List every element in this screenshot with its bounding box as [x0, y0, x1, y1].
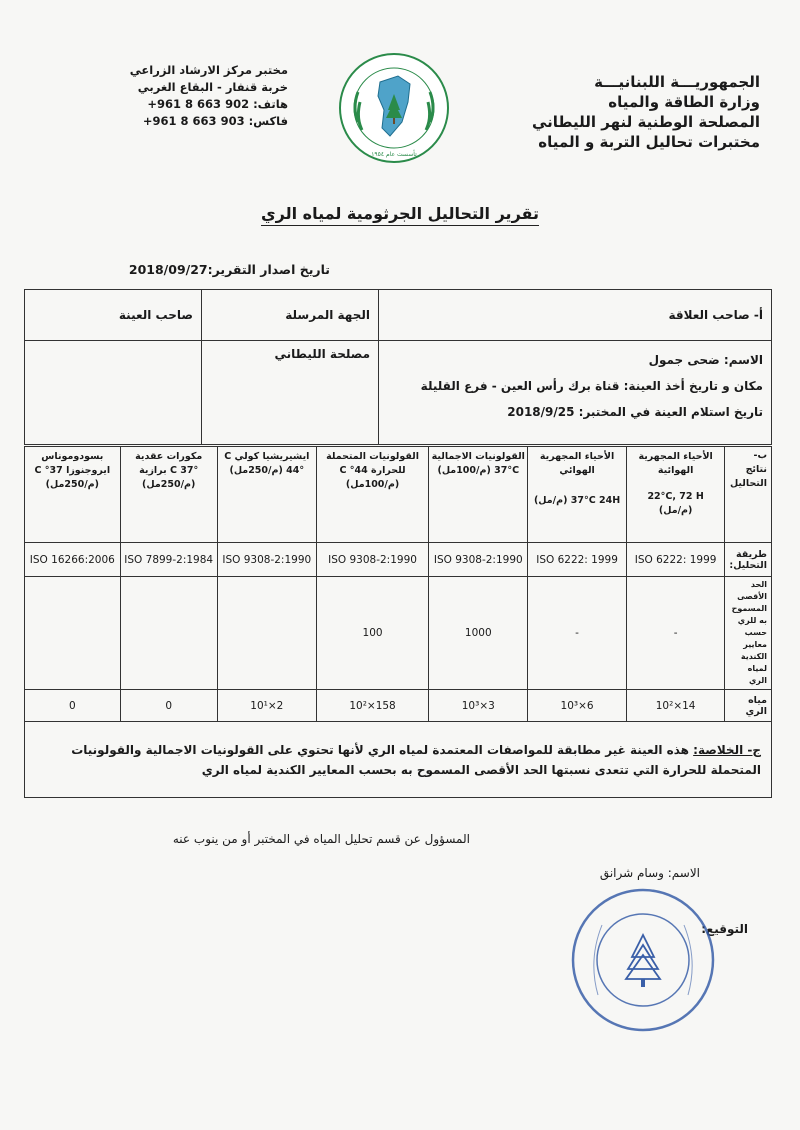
- issue-date: تاريخ اصدار التقرير:2018/09/27: [128, 262, 330, 277]
- col-header-streptococci: مكورات عقدية 37° C برازية (م/250مل): [120, 447, 217, 543]
- lab-location: خربة قنفار - البقاع الغربي: [137, 80, 288, 94]
- method-cell: ISO 9308-2:1990: [429, 543, 528, 577]
- lab-name: مختبر مركز الارشاد الزراعي: [129, 63, 288, 77]
- col-header-thermotolerant-coliforms: القولونيات المتحملة للحرارة 44° C (م/100مل): [316, 447, 428, 543]
- method-cell: ISO 9308-2:1990: [217, 543, 316, 577]
- results-header-row: [25, 447, 772, 543]
- value-cell: 0: [120, 690, 217, 722]
- limit-cell: 1000: [429, 577, 528, 690]
- value-cell: 10³×3: [429, 690, 528, 722]
- limit-cell: -: [528, 577, 627, 690]
- limit-cell: -: [626, 577, 725, 690]
- signature-label: التوقيع:: [701, 922, 748, 936]
- report-title: تقرير التحاليل الجرثومية لمياه الري: [0, 204, 800, 223]
- owner-value: [25, 341, 202, 445]
- relation-header: أ- صاحب العلاقة: [379, 290, 772, 341]
- sample-row-label: مياه الري: [725, 690, 772, 722]
- reception-date: تاريخ استلام العينة في المختبر: 2018/9/25: [507, 405, 763, 419]
- results-corner-label: ب- نتائج التحاليل: [725, 447, 772, 543]
- header-line-1: الجمهوريـــة اللبنانيـــة: [594, 73, 760, 91]
- official-stamp-icon: [568, 885, 718, 1035]
- method-row: [25, 543, 772, 577]
- method-cell: ISO 6222: 1999: [528, 543, 627, 577]
- col-header-aerobic-22: الأحياء المجهرية الهوائية 22°C, 72 H (م/مل): [626, 447, 725, 543]
- lab-fax: فاكس: 903 663 8 961+: [142, 114, 288, 128]
- value-cell: 10¹×2: [217, 690, 316, 722]
- conclusion-text: هذه العينة غير مطابقة للمواصفات المعتمدة لمياه الري لأنها تحتوي على القولونيات الاجمالية والقولونيات المتحملة للحرارة التي تتعدى نسبتها الحد الأقصى المسموح به بحسب المعايير الكندية لمياه الري: [71, 742, 761, 777]
- value-cell: 0: [25, 690, 121, 722]
- sample-row: [25, 690, 772, 722]
- value-cell: 10²×14: [626, 690, 725, 722]
- responsible-name: الاسم: وسام شرانق: [599, 866, 700, 880]
- limit-cell: [217, 577, 316, 690]
- results-table: [24, 446, 772, 798]
- method-cell: ISO 6222: 1999: [626, 543, 725, 577]
- owner-header: صاحب العينة: [25, 290, 202, 341]
- sender-value: مصلحة الليطاني: [202, 341, 379, 445]
- lab-phone: هاتف: 902 663 8 961+: [147, 97, 288, 111]
- ministry-header: [530, 72, 760, 152]
- sample-info-table: [24, 289, 772, 445]
- value-cell: 10²×158: [316, 690, 428, 722]
- header-line-3: المصلحة الوطنية لنهر الليطاني: [531, 113, 760, 131]
- method-cell: ISO 16266:2006: [25, 543, 121, 577]
- conclusion: [25, 722, 772, 798]
- method-cell: ISO 7899-2:1984: [120, 543, 217, 577]
- col-header-aerobic-37: الأحياء المجهرية الهوائي 37°C 24H (م/مل): [528, 447, 627, 543]
- limit-cell: 100: [316, 577, 428, 690]
- conclusion-row: [25, 722, 772, 798]
- sampling-place: مكان و تاريخ أخذ العينة: قناة برك رأس العين - فرع القليلة: [420, 379, 763, 393]
- litani-authority-logo: [338, 52, 450, 164]
- limit-row-label: الحد الأقصى المسموح به للري حسب معايير الكندية لمياه الري: [725, 577, 772, 690]
- col-header-ecoli: ايشيريشيا كولي C 44° (م/250مل): [217, 447, 316, 543]
- method-cell: ISO 9308-2:1990: [316, 543, 428, 577]
- conclusion-label: ج- الخلاصة:: [693, 742, 761, 757]
- method-row-label: طريقة التحليل:: [725, 543, 772, 577]
- lab-contact-block: [88, 62, 288, 130]
- logo-year-text: تأسست عام ١٩٥٤: [371, 151, 417, 158]
- relation-details: [379, 341, 772, 445]
- sender-header: الجهة المرسلة: [202, 290, 379, 341]
- responsible-line: المسؤول عن قسم تحليل المياه في المختبر أو من ينوب عنه: [172, 832, 470, 846]
- col-header-pseudomonas: بسودوموناس ايروجنوزا 37° C (م/250مل): [25, 447, 121, 543]
- limit-cell: [120, 577, 217, 690]
- limit-row: [25, 577, 772, 690]
- header-line-4: مختبرات تحاليل التربة و المياه: [538, 133, 760, 151]
- value-cell: 10³×6: [528, 690, 627, 722]
- client-name: الاسم: ضحى جمول: [648, 353, 763, 367]
- limit-cell: [25, 577, 121, 690]
- header-line-2: وزارة الطاقة والمياه: [608, 93, 760, 111]
- col-header-total-coliforms: القولونيات الاجمالية 37°C (م/100مل): [429, 447, 528, 543]
